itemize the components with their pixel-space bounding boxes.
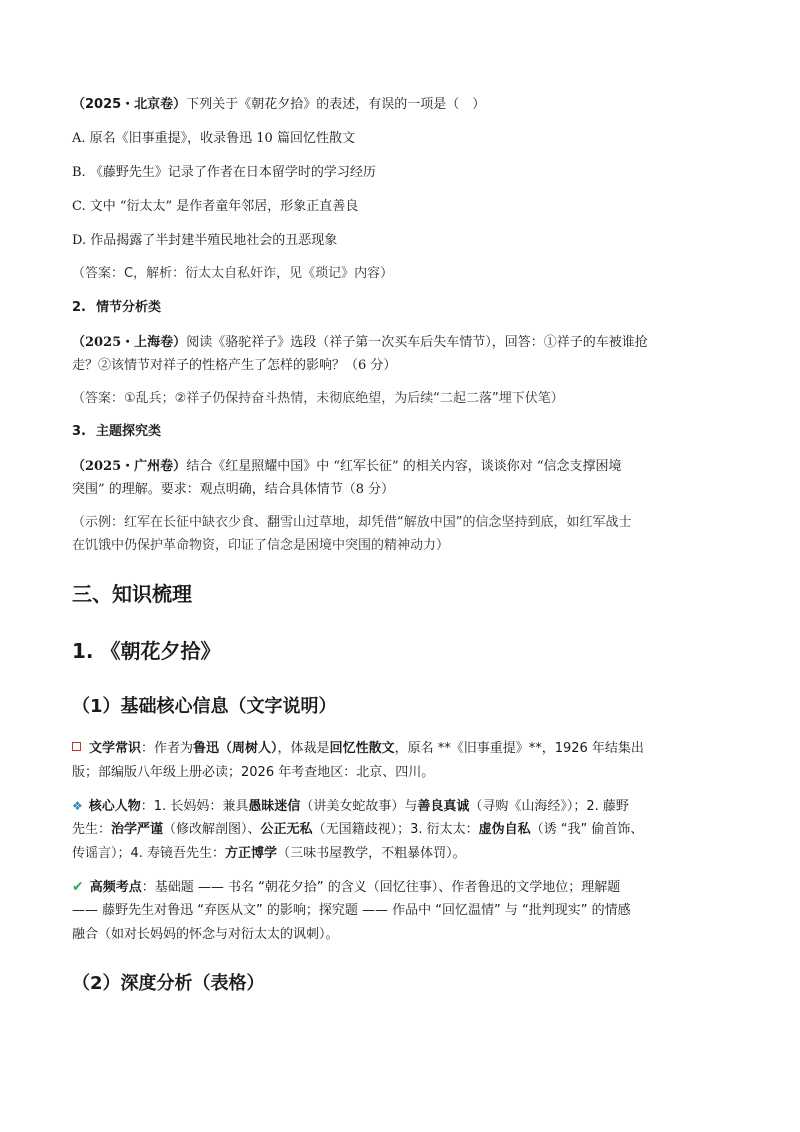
characters-text-1c: （讲美女蛇故事）与 <box>300 799 418 814</box>
literature-label: 文学常识 <box>89 741 142 756</box>
basic-info-heading: （1）基础核心信息（文字说明） <box>72 696 337 717</box>
section-2-title: 情节分析类 <box>96 300 162 315</box>
characters-trait-5: 虚伪自私 <box>478 822 531 837</box>
deep-analysis-heading: （2）深度分析（表格） <box>72 973 265 994</box>
section-2-number: 2. <box>72 300 86 315</box>
q3-tag: （2025・广州卷） <box>72 459 187 474</box>
q1-option-a: A. 原名《旧事重提》，收录鲁迅 10 篇回忆性散文 <box>72 131 355 146</box>
q1-answer: （答案：C，解析：衍太太自私奸诈，见《琐记》内容） <box>72 266 394 281</box>
characters-trait-1: 愚昧迷信 <box>248 799 301 814</box>
characters-text-2c: （修改解剖图）、 <box>163 822 261 837</box>
literature-line1 <box>72 739 644 759</box>
keypoints-text-1: ：基础题 —— 书名 “朝花夕拾” 的含义（回忆往事）、作者鲁迅的文学地位；理解题 <box>141 880 621 895</box>
q2-tag: （2025・上海卷） <box>72 335 187 350</box>
characters-text-3c: （三味书屋教学，不粗暴体罚）。 <box>277 846 466 861</box>
literature-genre: 回忆性散文 <box>329 741 395 756</box>
knowledge-heading: 三、知识梳理 <box>72 582 192 606</box>
q2-answer: （答案：①乱兵；②祥子仍保持奋斗热情，未彻底绝望，为后续“二起二落”埋下伏笔） <box>72 391 564 406</box>
literature-text-a: ：作者为 <box>141 741 194 756</box>
keypoints-line3: 融合（如对长妈妈的怀念与对衍太太的讽刺）。 <box>72 927 339 942</box>
q1-option-b: B. 《藤野先生》记录了作者在日本留学时的学习经历 <box>72 165 376 180</box>
keypoints-label: 高频考点 <box>89 880 142 895</box>
section-2-heading <box>72 298 161 318</box>
q1-text: 下列关于《朝花夕拾》的表述，有误的一项是（ ） <box>186 97 486 112</box>
characters-text-2e: （无国籍歧视）；3. 衍太太： <box>312 822 479 837</box>
characters-line1 <box>72 796 629 817</box>
characters-trait-4: 公正无私 <box>260 822 313 837</box>
q3-line1 <box>72 457 622 477</box>
diamond-bullet-icon: ❖ <box>72 799 83 813</box>
literature-text-c: ，体裁是 <box>277 741 330 756</box>
characters-text-2g: （诱 “我” 偷首饰、 <box>530 822 644 837</box>
q3-example-1: （示例：红军在长征中缺衣少食、翻雪山过草地，却凭借“解放中国”的信念坚持到底，如红军战士 <box>72 515 632 530</box>
characters-line3 <box>72 844 466 864</box>
keypoints-line2: —— 藤野先生对鲁迅 “弃医从文” 的影响；探究题 —— 作品中 “回忆温情” 与 “批判现实” 的情感 <box>72 903 631 918</box>
q1-tag: （2025・北京卷） <box>72 97 187 112</box>
check-icon: ✔ <box>72 879 84 895</box>
q1-stem <box>72 95 485 115</box>
characters-text-1a: ：1. 长妈妈：兼具 <box>140 799 249 814</box>
section-3-number: 3. <box>72 424 86 439</box>
literature-author: 鲁迅（周树人） <box>193 741 278 756</box>
characters-trait-3: 治学严谨 <box>111 822 164 837</box>
book-heading: 1. 《朝花夕拾》 <box>72 639 221 663</box>
characters-trait-2: 善良真诚 <box>417 799 470 814</box>
q2-line1 <box>72 333 648 353</box>
q3-example-2: 在饥饿中仍保护革命物资，印证了信念是困境中突围的精神动力） <box>72 538 450 553</box>
characters-text-3a: 传谣言）；4. 寿镜吾先生： <box>72 846 226 861</box>
characters-text-2a: 先生： <box>72 822 112 837</box>
characters-line2 <box>72 820 643 840</box>
q1-option-c: C. 文中 “衍太太” 是作者童年邻居，形象正直善良 <box>72 199 359 214</box>
keypoints-line1 <box>72 877 620 898</box>
q2-line2: 走？②该情节对祥子的性格产生了怎样的影响？（6 分） <box>72 358 397 373</box>
literature-text-e: ，原名 **《旧事重提》**，1926 年结集出 <box>394 741 644 756</box>
q2-text-1: 阅读《骆驼祥子》选段（祥子第一次买车后失车情节），回答：①祥子的车被谁抢 <box>186 335 648 350</box>
q3-line2: 突围” 的理解。要求：观点明确，结合具体情节（8 分） <box>72 482 395 497</box>
q3-text-1: 结合《红星照耀中国》中 “红军长征” 的相关内容，谈谈你对 “信念支撑困境 <box>186 459 622 474</box>
characters-label: 核心人物 <box>88 799 141 814</box>
square-bullet-icon <box>72 742 81 751</box>
section-3-title: 主题探究类 <box>96 424 162 439</box>
section-3-heading <box>72 422 161 442</box>
q1-option-d: D. 作品揭露了半封建半殖民地社会的丑恶现象 <box>72 233 338 248</box>
characters-text-1e: （寻购《山海经》）；2. 藤野 <box>469 799 629 814</box>
literature-line2: 版；部编版八年级上册必读；2026 年考查地区：北京、四川。 <box>72 765 435 780</box>
characters-trait-6: 方正博学 <box>225 846 278 861</box>
